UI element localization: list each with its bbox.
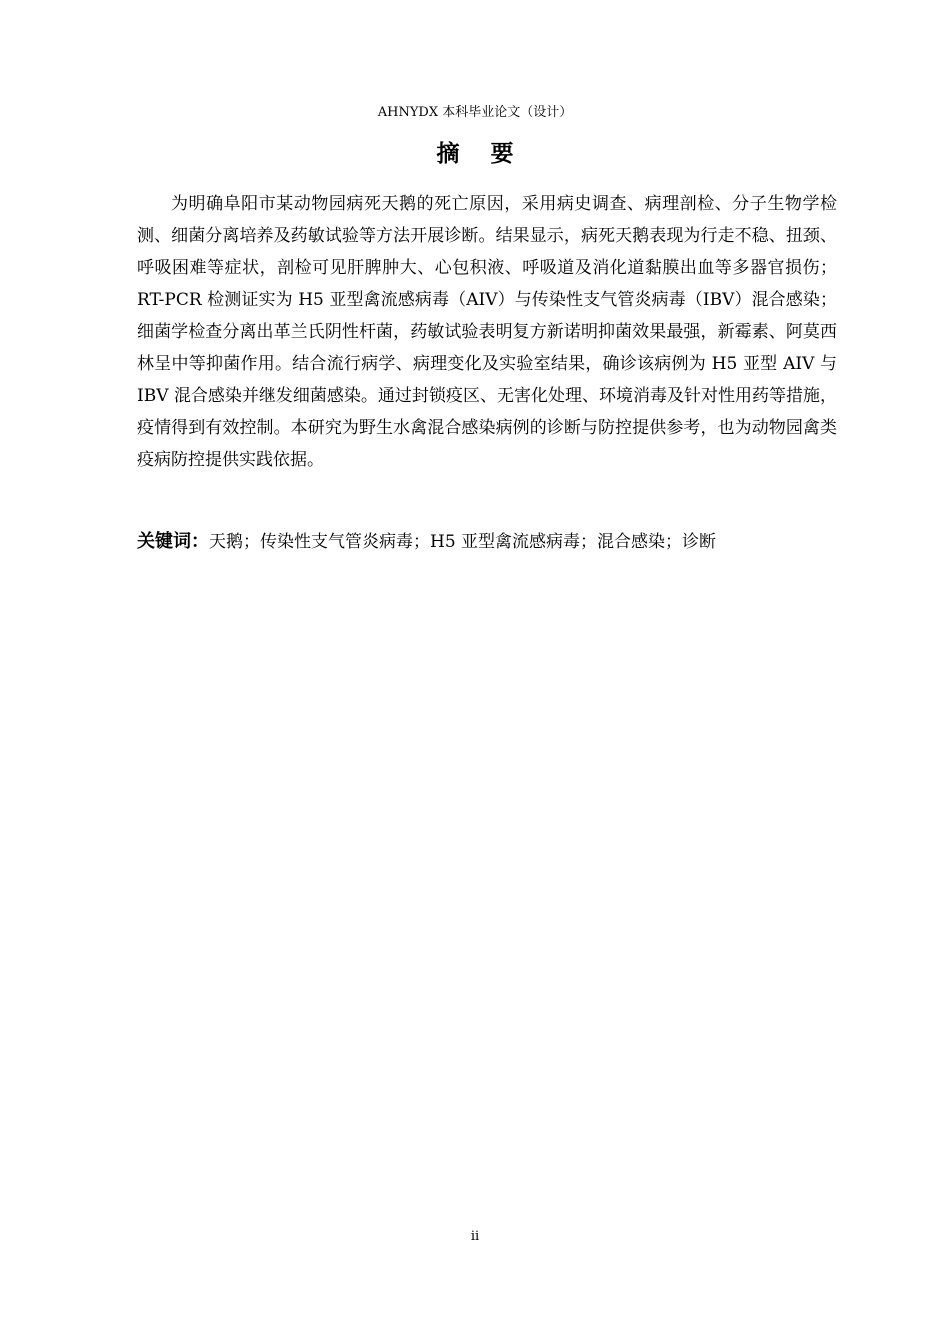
page-title: 摘 要 (436, 141, 525, 167)
page-number: ii (470, 1229, 480, 1244)
keywords-text: 天鹅；传染性支气管炎病毒；H5 亚型禽流感病毒；混合感染；诊断 (209, 532, 717, 552)
running-header: AHNYDX 本科毕业论文（设计） (377, 105, 573, 120)
keywords-line (137, 526, 837, 558)
keywords-label: 关键词： (137, 531, 209, 552)
abstract-paragraph: 为明确阜阳市某动物园病死天鹅的死亡原因，采用病史调查、病理剖检、分子生物学检测、细菌分离培养及药敏试验等方法开展诊断。结果显示，病死天鹅表现为行走不稳、扭颈、呼吸困难等症状，剖检可见肝脾肿大、心包积液、呼吸道及消化道黏膜出血等多器官损伤；RT-PCR 检测证实为 H5 亚型禽流感病毒（AIV）与传染性支气管炎病毒（IBV）混合感染；细菌学检查分离出革兰氏阴性杆菌，药敏试验表明复方新诺明抑菌效果最强，新霉素、阿莫西林呈中等抑菌作用。结合流行病学、病理变化及实验室结果，确诊该病例为 H5 亚型 AIV 与 IBV 混合感染并继发细菌感染。通过封锁疫区、无害化处理、环境消毒及针对性用药等措施，疫情得到有效控制。本研究为野生水禽混合感染病例的诊断与防控提供参考，也为动物园禽类疫病防控提供实践依据。 (137, 194, 837, 470)
